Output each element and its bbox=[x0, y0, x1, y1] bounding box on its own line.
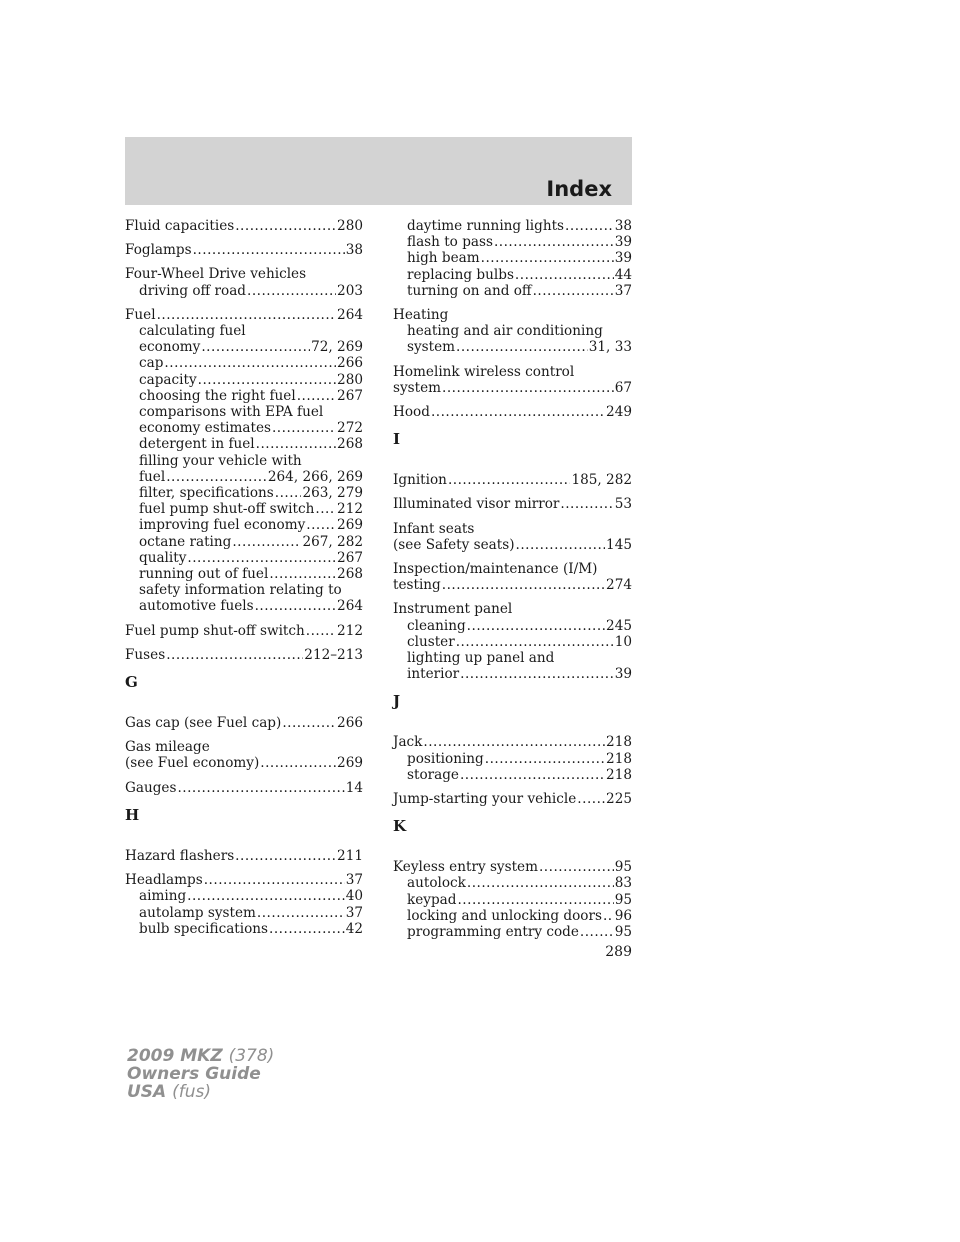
dot-leader bbox=[306, 517, 336, 533]
index-entry-line bbox=[393, 404, 632, 420]
index-term: economy bbox=[139, 339, 201, 356]
index-subentry-line bbox=[125, 283, 363, 299]
index-page-ref: 37 bbox=[345, 872, 363, 889]
index-page-ref: 274 bbox=[606, 577, 632, 594]
index-page-ref: 280 bbox=[337, 218, 363, 234]
dot-leader bbox=[460, 666, 614, 682]
index-term: Gas mileage bbox=[125, 739, 210, 756]
index-page-ref: 218 bbox=[606, 734, 632, 751]
index-term: fuel pump shut-off switch bbox=[139, 501, 315, 518]
index-term: fuel bbox=[139, 468, 166, 485]
index-term: bulb specifications bbox=[139, 920, 269, 937]
index-entry-line bbox=[393, 496, 632, 512]
index-entry bbox=[393, 364, 632, 396]
dot-leader bbox=[603, 908, 614, 924]
index-subentry-line bbox=[393, 339, 632, 355]
index-page-ref: 268 bbox=[337, 436, 363, 453]
index-entry bbox=[393, 472, 632, 488]
index-entry-line bbox=[125, 715, 363, 731]
index-subentry-line bbox=[125, 582, 363, 598]
index-page-ref: 95 bbox=[614, 924, 632, 941]
index-letter-heading: G bbox=[125, 673, 138, 692]
index-entry bbox=[125, 218, 363, 234]
index-term: calculating fuel bbox=[139, 323, 246, 340]
index-subentry-line bbox=[393, 234, 632, 250]
index-term: Fluid capacities bbox=[125, 218, 235, 234]
index-entry-line bbox=[125, 242, 363, 258]
index-term: replacing bulbs bbox=[407, 266, 514, 283]
index-term: Keyless entry system bbox=[393, 859, 538, 876]
footer-model: 2009 MKZ bbox=[127, 1046, 223, 1066]
index-subentry-line bbox=[393, 751, 632, 767]
index-subentry-line bbox=[125, 372, 363, 388]
index-term: positioning bbox=[407, 750, 484, 767]
dot-leader bbox=[431, 404, 605, 420]
dot-leader bbox=[187, 550, 336, 566]
index-entry bbox=[125, 848, 363, 864]
dot-leader bbox=[467, 875, 614, 891]
index-subentry-line bbox=[125, 388, 363, 404]
index-term: Instrument panel bbox=[393, 601, 513, 618]
index-entry-line bbox=[393, 472, 632, 488]
index-subentry-line bbox=[125, 534, 363, 550]
dot-leader bbox=[260, 755, 336, 771]
dot-leader bbox=[442, 380, 614, 396]
index-term: locking and unlocking doors bbox=[407, 907, 602, 924]
index-term: Fuses bbox=[125, 646, 166, 663]
index-page-ref: 38 bbox=[345, 242, 363, 259]
index-entry bbox=[125, 715, 363, 731]
dot-leader bbox=[580, 924, 614, 940]
dot-leader bbox=[516, 537, 606, 553]
dot-leader bbox=[187, 888, 345, 904]
dot-leader bbox=[282, 715, 336, 731]
index-term: high beam bbox=[407, 250, 480, 267]
index-page-ref: 44 bbox=[614, 266, 632, 283]
index-term: autolock bbox=[407, 875, 466, 892]
index-term: automotive fuels bbox=[139, 598, 254, 615]
index-term: testing bbox=[393, 577, 441, 594]
index-page-ref: 185, 282 bbox=[571, 472, 632, 489]
index-page-ref: 264 bbox=[337, 598, 363, 615]
index-subentry-line bbox=[125, 453, 363, 469]
index-page-ref: 218 bbox=[606, 766, 632, 783]
index-term: running out of fuel bbox=[139, 566, 269, 583]
index-entry-line bbox=[393, 521, 632, 537]
index-term: choosing the right fuel bbox=[139, 387, 296, 404]
index-entry bbox=[125, 872, 363, 937]
dot-leader bbox=[204, 872, 345, 888]
footer-market: USA bbox=[127, 1082, 167, 1102]
dot-leader bbox=[467, 618, 605, 634]
dot-leader bbox=[269, 921, 345, 937]
section-header-band bbox=[125, 137, 632, 205]
dot-leader bbox=[256, 436, 336, 452]
index-page-ref: 37 bbox=[614, 282, 632, 299]
index-term: cluster bbox=[407, 633, 455, 650]
index-term: filling your vehicle with bbox=[139, 452, 302, 469]
index-entry bbox=[125, 242, 363, 258]
index-entry-line bbox=[125, 647, 363, 663]
index-term: octane rating bbox=[139, 533, 232, 550]
document-footer bbox=[127, 1047, 274, 1101]
index-subentry-line bbox=[125, 888, 363, 904]
index-entry bbox=[393, 601, 632, 682]
index-entry-line bbox=[125, 739, 363, 755]
index-subentry-line bbox=[125, 355, 363, 371]
index-subentry-line bbox=[393, 283, 632, 299]
index-term: system bbox=[393, 379, 442, 396]
index-entry-line bbox=[393, 364, 632, 380]
index-entry-line bbox=[393, 859, 632, 875]
dot-leader bbox=[423, 734, 605, 750]
index-page-ref: 267 bbox=[337, 387, 363, 404]
dot-leader bbox=[456, 634, 614, 650]
index-term: Fuel pump shut-off switch bbox=[125, 622, 305, 639]
index-entry-line bbox=[393, 734, 632, 750]
footer-market-code: (fus) bbox=[172, 1082, 212, 1102]
dot-leader bbox=[565, 218, 614, 234]
index-entry-line bbox=[125, 780, 363, 796]
index-page-ref: 39 bbox=[614, 666, 632, 683]
dot-leader bbox=[560, 496, 613, 512]
index-entry-line bbox=[393, 307, 632, 323]
index-subentry-line bbox=[125, 598, 363, 614]
index-entry-line bbox=[393, 601, 632, 617]
index-entry-line bbox=[125, 266, 363, 282]
index-term: Hood bbox=[393, 404, 430, 421]
index-subentry-line bbox=[125, 921, 363, 937]
index-subentry-line bbox=[393, 666, 632, 682]
index-entry bbox=[393, 496, 632, 512]
index-page-ref: 42 bbox=[345, 920, 363, 937]
index-subentry-line bbox=[393, 218, 632, 234]
index-page-ref: 264 bbox=[337, 306, 363, 323]
index-term: Heating bbox=[393, 307, 449, 324]
dot-leader bbox=[442, 577, 605, 593]
index-entry-line bbox=[125, 848, 363, 864]
index-term: Inspection/maintenance (I/M) bbox=[393, 561, 598, 578]
index-entry bbox=[125, 623, 363, 639]
index-page-ref: 218 bbox=[606, 750, 632, 767]
index-term: Homelink wireless control bbox=[393, 363, 575, 380]
index-subentry-line bbox=[393, 875, 632, 891]
index-term: Hazard flashers bbox=[125, 847, 235, 864]
index-term: capacity bbox=[139, 371, 197, 388]
dot-leader bbox=[157, 307, 336, 323]
index-entry-line bbox=[125, 623, 363, 639]
index-page-ref: 10 bbox=[614, 633, 632, 650]
index-term: (see Safety seats) bbox=[393, 536, 515, 553]
dot-leader bbox=[456, 339, 588, 355]
index-term: detergent in fuel bbox=[139, 436, 255, 453]
index-term: Ignition bbox=[393, 472, 447, 489]
index-page-ref: 272 bbox=[337, 420, 363, 437]
index-page-ref: 95 bbox=[614, 859, 632, 876]
index-entry-line bbox=[125, 755, 363, 771]
index-page-ref: 37 bbox=[345, 904, 363, 921]
dot-leader bbox=[232, 534, 301, 550]
index-entry bbox=[393, 791, 632, 807]
index-subentry-line bbox=[393, 892, 632, 908]
index-page-ref: 249 bbox=[606, 404, 632, 421]
index-subentry-line bbox=[393, 618, 632, 634]
dot-leader bbox=[269, 566, 336, 582]
dot-leader bbox=[272, 420, 336, 436]
index-term: autolamp system bbox=[139, 904, 256, 921]
dot-leader bbox=[306, 623, 336, 639]
index-letter-heading: K bbox=[393, 817, 407, 836]
index-subentry-line bbox=[393, 267, 632, 283]
dot-leader bbox=[166, 647, 303, 663]
index-subentry-line bbox=[125, 517, 363, 533]
index-subentry-line bbox=[393, 323, 632, 339]
index-term: economy estimates bbox=[139, 420, 271, 437]
index-term: daytime running lights bbox=[407, 218, 565, 234]
index-subentry-line bbox=[125, 566, 363, 582]
index-page-ref: 269 bbox=[337, 755, 363, 772]
index-page-ref: 267, 282 bbox=[302, 533, 363, 550]
index-page-ref: 31, 33 bbox=[588, 339, 632, 356]
index-subentry-line bbox=[393, 250, 632, 266]
index-term: Illuminated visor mirror bbox=[393, 496, 560, 513]
index-subentry-line bbox=[393, 924, 632, 940]
index-subentry-line bbox=[125, 339, 363, 355]
index-entry bbox=[125, 647, 363, 663]
index-subentry-line bbox=[393, 650, 632, 666]
dot-leader bbox=[533, 283, 614, 299]
index-subentry-line bbox=[393, 767, 632, 783]
index-term: storage bbox=[407, 766, 459, 783]
index-subentry-line bbox=[125, 485, 363, 501]
dot-leader bbox=[481, 250, 614, 266]
index-entry bbox=[393, 734, 632, 783]
index-term: cap bbox=[139, 355, 164, 372]
index-term: Foglamps bbox=[125, 242, 192, 259]
index-entry bbox=[393, 859, 632, 940]
dot-leader bbox=[193, 242, 345, 258]
index-subentry-line bbox=[125, 420, 363, 436]
index-page-ref: 212 bbox=[337, 622, 363, 639]
page-number: 289 bbox=[605, 944, 632, 960]
dot-leader bbox=[235, 218, 336, 234]
index-page-ref: 72, 269 bbox=[311, 339, 363, 356]
index-term: aiming bbox=[139, 888, 187, 905]
index-term: (see Fuel economy) bbox=[125, 755, 260, 772]
index-term: Gas cap (see Fuel cap) bbox=[125, 715, 282, 732]
dot-leader bbox=[577, 791, 605, 807]
index-entry-line bbox=[393, 577, 632, 593]
index-entry bbox=[393, 561, 632, 593]
index-entry bbox=[393, 218, 632, 299]
index-page-ref: 145 bbox=[606, 536, 632, 553]
dot-leader bbox=[201, 339, 310, 355]
index-subentry-line bbox=[125, 501, 363, 517]
index-entry-line bbox=[125, 307, 363, 323]
index-page-ref: 40 bbox=[345, 888, 363, 905]
index-subentry-line bbox=[125, 469, 363, 485]
dot-leader bbox=[297, 388, 336, 404]
index-entry bbox=[393, 307, 632, 356]
index-term: Infant seats bbox=[393, 520, 475, 537]
dot-leader bbox=[448, 472, 571, 488]
dot-leader bbox=[247, 283, 336, 299]
index-term: programming entry code bbox=[407, 924, 579, 941]
index-subentry-line bbox=[393, 634, 632, 650]
dot-leader bbox=[164, 355, 336, 371]
index-page-ref: 95 bbox=[614, 891, 632, 908]
dot-leader bbox=[494, 234, 614, 250]
index-page-ref: 280 bbox=[337, 371, 363, 388]
index-term: heating and air conditioning bbox=[407, 323, 603, 340]
index-entry-line bbox=[393, 537, 632, 553]
dot-leader bbox=[460, 767, 605, 783]
index-term: Fuel bbox=[125, 306, 156, 323]
index-term: Headlamps bbox=[125, 872, 203, 889]
dot-leader bbox=[235, 848, 336, 864]
index-subentry-line bbox=[393, 908, 632, 924]
dot-leader bbox=[515, 267, 614, 283]
index-page-ref: 212–213 bbox=[304, 646, 363, 663]
dot-leader bbox=[198, 372, 336, 388]
dot-leader bbox=[166, 469, 267, 485]
index-term: safety information relating to bbox=[139, 582, 342, 599]
index-term: filter, specifications bbox=[139, 485, 274, 502]
index-entry-line bbox=[393, 561, 632, 577]
dot-leader bbox=[257, 905, 345, 921]
index-page-ref: 263, 279 bbox=[302, 485, 363, 502]
index-entry bbox=[393, 521, 632, 553]
index-term: lighting up panel and bbox=[407, 650, 555, 667]
index-entry-line bbox=[125, 218, 363, 234]
index-subentry-line bbox=[125, 550, 363, 566]
index-letter-heading: H bbox=[125, 805, 140, 824]
index-term: Jump-starting your vehicle bbox=[393, 791, 577, 808]
index-term: quality bbox=[139, 549, 187, 566]
index-entry-line bbox=[125, 872, 363, 888]
index-page-ref: 268 bbox=[337, 566, 363, 583]
index-entry-line bbox=[393, 380, 632, 396]
index-subentry-line bbox=[125, 436, 363, 452]
dot-leader bbox=[457, 892, 613, 908]
index-page-ref: 264, 266, 269 bbox=[267, 468, 363, 485]
dot-leader bbox=[539, 859, 614, 875]
index-page-ref: 266 bbox=[337, 355, 363, 372]
index-page-ref: 67 bbox=[614, 379, 632, 396]
index-entry bbox=[125, 266, 363, 298]
footer-guide: Owners Guide bbox=[127, 1064, 261, 1084]
index-page-ref: 211 bbox=[337, 847, 363, 864]
footer-model-code: (378) bbox=[228, 1046, 275, 1066]
index-page-ref: 96 bbox=[614, 907, 632, 924]
index-page-ref: 267 bbox=[337, 549, 363, 566]
index-page-ref: 245 bbox=[606, 617, 632, 634]
index-page-ref: 38 bbox=[614, 218, 632, 234]
index-page-ref: 53 bbox=[614, 496, 632, 513]
index-page-ref: 269 bbox=[337, 517, 363, 534]
index-subentry-line bbox=[125, 404, 363, 420]
dot-leader bbox=[275, 485, 302, 501]
index-column-right bbox=[393, 218, 632, 948]
index-term: turning on and off bbox=[407, 282, 532, 299]
index-entry bbox=[393, 404, 632, 420]
index-term: flash to pass bbox=[407, 234, 493, 251]
index-page-ref: 266 bbox=[337, 715, 363, 732]
index-term: Four-Wheel Drive vehicles bbox=[125, 266, 307, 283]
section-title: Index bbox=[546, 177, 612, 201]
index-page-ref: 39 bbox=[614, 234, 632, 251]
index-subentry-line bbox=[125, 905, 363, 921]
index-page-ref: 225 bbox=[606, 791, 632, 808]
index-entry bbox=[125, 307, 363, 615]
dot-leader bbox=[177, 780, 344, 796]
index-page-ref: 14 bbox=[345, 779, 363, 796]
index-page-ref: 83 bbox=[614, 875, 632, 892]
index-term: cleaning bbox=[407, 617, 466, 634]
index-column-left bbox=[125, 218, 363, 945]
index-term: keypad bbox=[407, 891, 457, 908]
index-entry-line bbox=[393, 791, 632, 807]
dot-leader bbox=[255, 598, 336, 614]
index-letter-heading: J bbox=[393, 692, 401, 711]
index-term: interior bbox=[407, 666, 460, 683]
index-page-ref: 212 bbox=[337, 501, 363, 518]
index-term: improving fuel economy bbox=[139, 517, 306, 534]
index-page-ref: 39 bbox=[614, 250, 632, 267]
index-subentry-line bbox=[125, 323, 363, 339]
dot-leader bbox=[315, 501, 336, 517]
index-term: comparisons with EPA fuel bbox=[139, 404, 324, 421]
index-entry bbox=[125, 739, 363, 771]
index-page-ref: 203 bbox=[337, 282, 363, 299]
dot-leader bbox=[485, 751, 605, 767]
index-term: driving off road bbox=[139, 282, 247, 299]
index-entry bbox=[125, 780, 363, 796]
index-term: Jack bbox=[393, 734, 423, 751]
index-term: system bbox=[407, 339, 456, 356]
index-term: Gauges bbox=[125, 779, 177, 796]
index-letter-heading: I bbox=[393, 430, 401, 449]
